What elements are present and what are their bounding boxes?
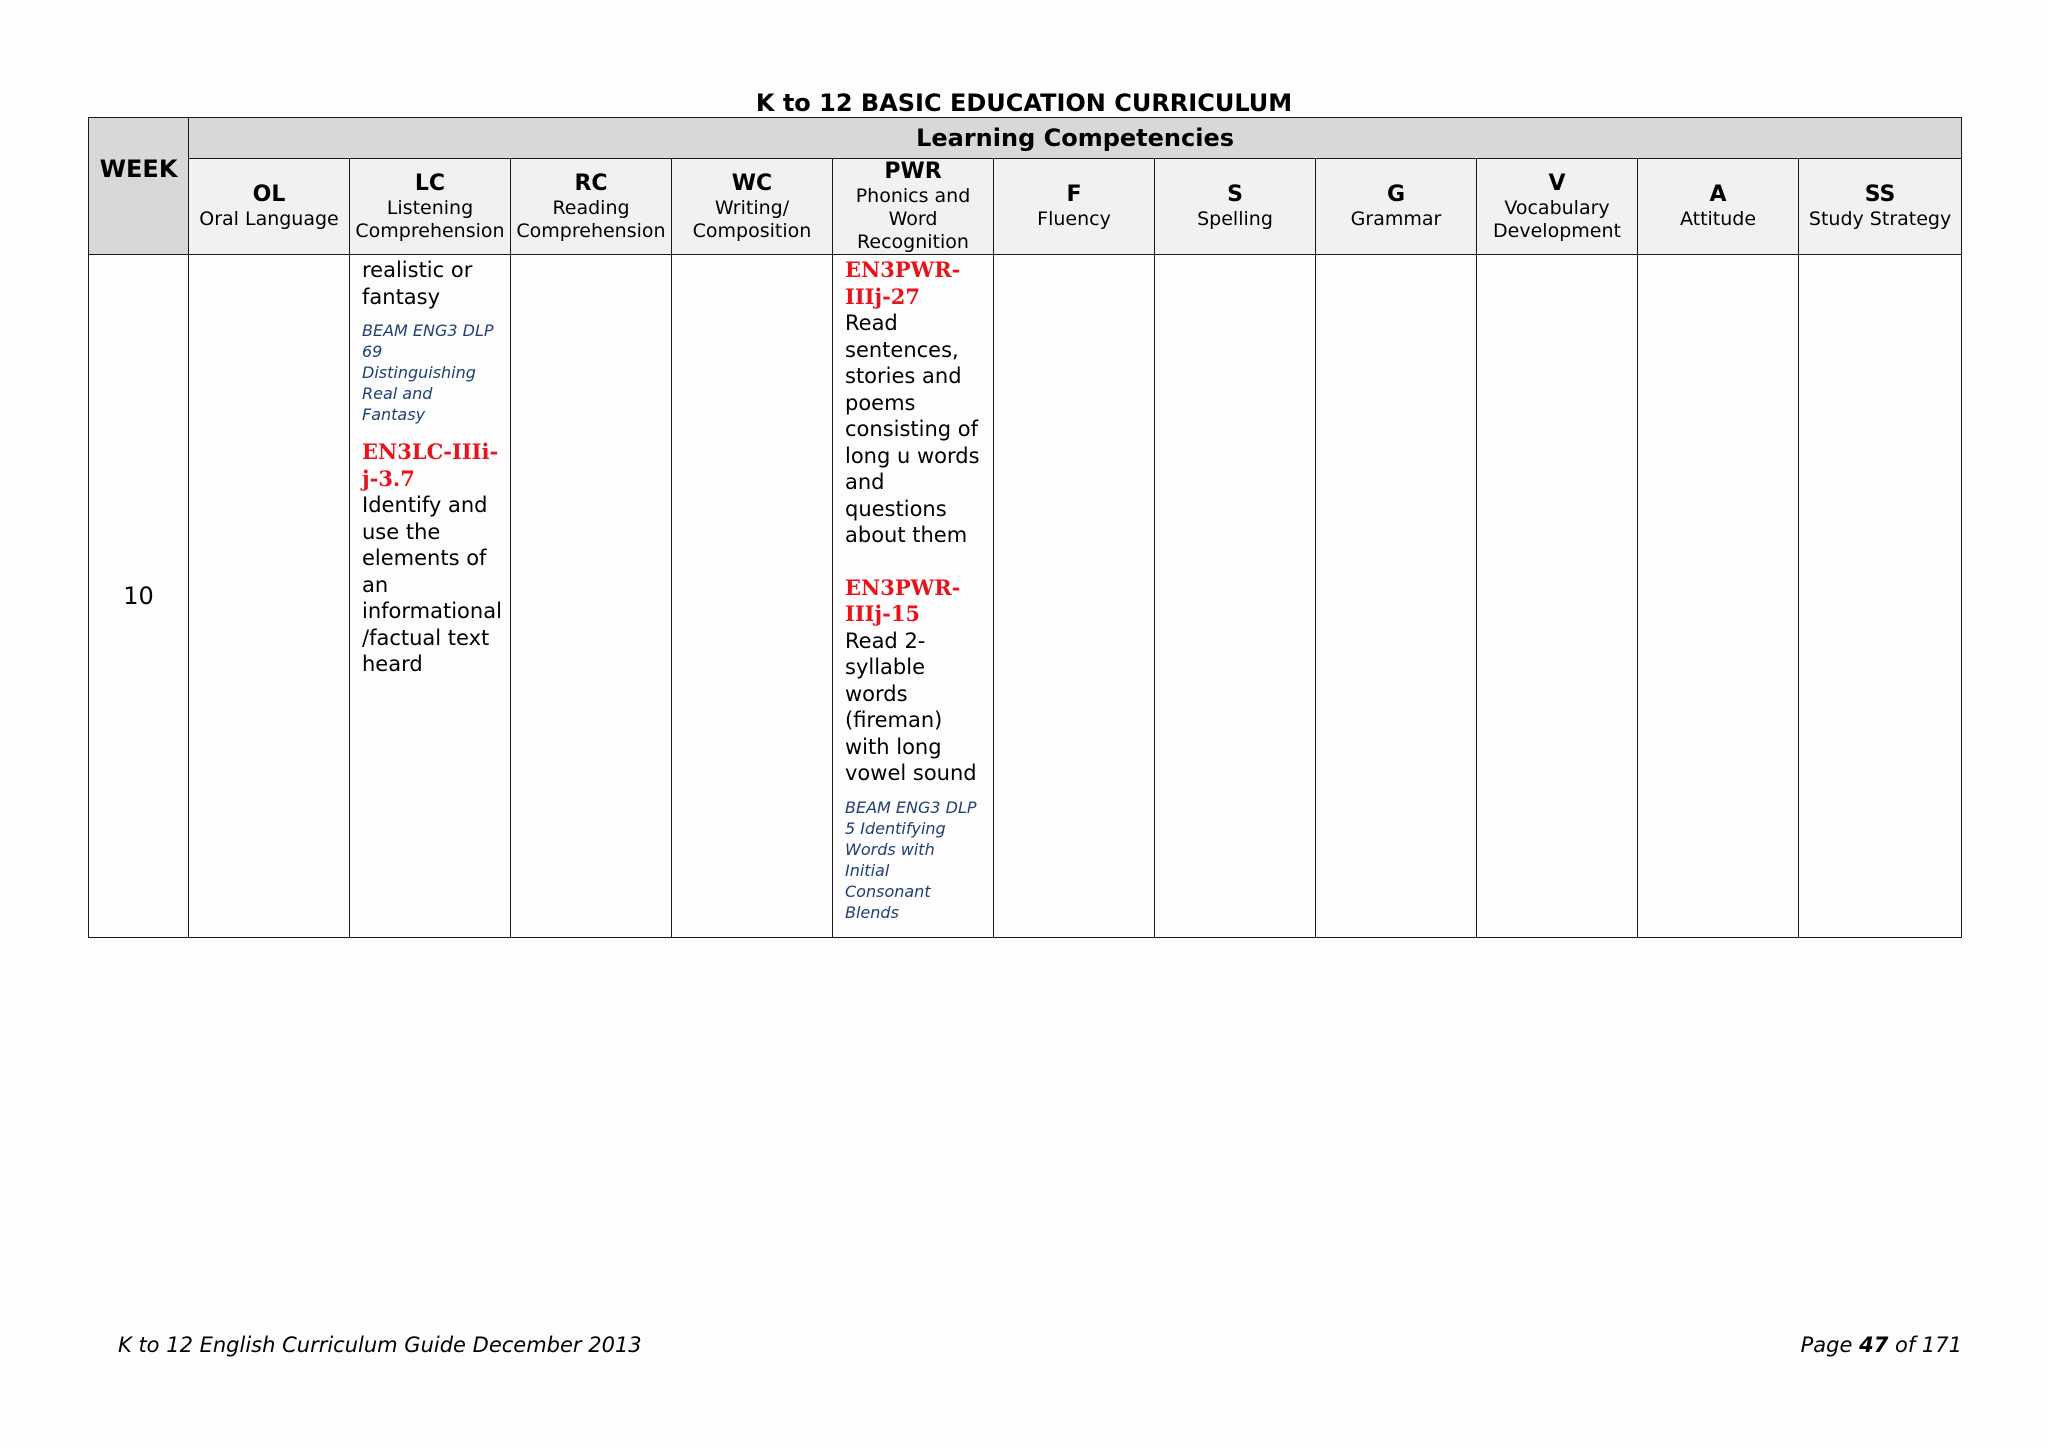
column-code: WC [731,170,773,196]
cell-pwr [833,255,994,938]
column-name: Study Strategy [1808,208,1952,230]
curriculum-table [88,117,1962,938]
column-code: F [1066,182,1082,207]
current-page: 47 [1859,1333,1889,1357]
column-name: Vocabulary Development [1493,196,1621,242]
page-suffix: of 171 [1888,1333,1962,1357]
column-code: S [1227,182,1243,207]
pwr-competency-code-2: EN3PWR- IIIj-15 [845,574,961,626]
column-name: Phonics and Word Recognition [855,185,971,253]
column-header-ss [1799,159,1962,255]
column-name: Reading Comprehension [516,196,666,242]
footer-guide-title: K to 12 English Curriculum Guide December 2013 [118,1333,642,1357]
column-code: LC [414,170,446,196]
column-header-row [89,159,1962,255]
lc-competency-text: Identify and use the elements of an informational /factual text heard [362,493,502,676]
column-header-g [1316,159,1477,255]
column-header-wc [672,159,833,255]
cell-v [1477,255,1638,938]
cell-rc [511,255,672,938]
lc-lead-text: realistic or fantasy [362,258,473,309]
cell-f [994,255,1155,938]
week-row [89,255,1962,938]
learning-competencies-header: Learning Competencies [189,118,1962,159]
column-code: V [1548,170,1566,196]
week-header: WEEK [89,118,189,255]
cell-ss [1799,255,1962,938]
cell-ol [189,255,350,938]
column-name: Writing/ Composition [692,196,812,242]
pwr-resource-reference: BEAM ENG3 DLP 5 Identifying Words with Initial Consonant Blends [845,797,977,922]
column-name: Listening Comprehension [355,196,505,242]
pwr-competency-text-2: Read 2- syllable words (fireman) with long vowel sound [845,628,977,785]
column-header-v [1477,159,1638,255]
column-header-pwr [833,159,994,255]
column-name: Spelling [1197,208,1273,230]
column-header-ol [189,159,350,255]
pwr-competency-code-1: EN3PWR- IIIj-27 [845,257,961,309]
column-code: SS [1864,182,1896,207]
column-code: RC [574,170,608,196]
pwr-competency-text-1: Read sentences, stories and poems consisting of long u words and questions about them [845,311,980,547]
column-header-f [994,159,1155,255]
column-code: OL [252,182,286,207]
column-name: Attitude [1679,208,1757,230]
cell-g [1316,255,1477,938]
column-code: A [1709,182,1727,207]
column-name: Oral Language [199,208,339,230]
column-name: Grammar [1350,208,1442,230]
footer-page-number [1801,1333,1962,1357]
lc-competency-code: EN3LC-IIIi- j-3.7 [362,439,499,491]
page-prefix: Page [1800,1333,1860,1357]
column-header-lc [350,159,511,255]
lc-resource-reference: BEAM ENG3 DLP 69 Distinguishing Real and Fantasy [362,321,494,424]
cell-lc [350,255,511,938]
cell-s [1155,255,1316,938]
document-title: K to 12 BASIC EDUCATION CURRICULUM [755,89,1293,117]
column-code: G [1386,182,1406,207]
cell-wc [672,255,833,938]
column-header-s [1155,159,1316,255]
cell-a [1638,255,1799,938]
column-code: PWR [884,159,942,184]
column-header-a [1638,159,1799,255]
column-name: Fluency [1037,208,1111,230]
week-number: 10 [89,255,189,938]
column-header-rc [511,159,672,255]
